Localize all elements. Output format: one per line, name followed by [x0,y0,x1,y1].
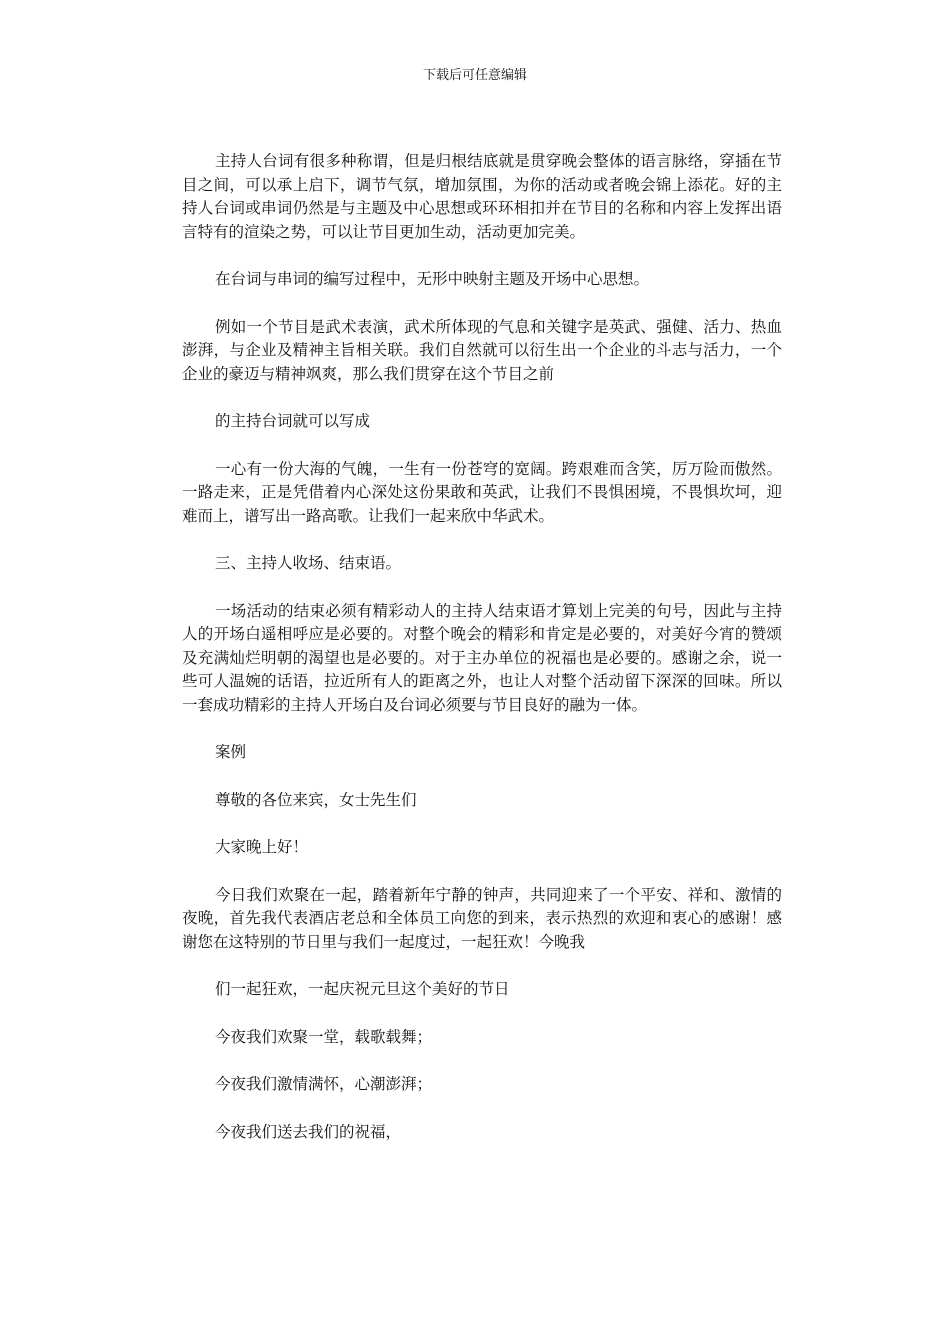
section-heading-closing: 三、主持人收场、结束语。 [215,554,402,572]
paragraph-case-label: 案例 [215,743,247,761]
paragraph-good-evening: 大家晚上好！ [215,838,309,856]
paragraph-welcome: 今日我们欢聚在一起，踏着新年宁静的钟声，共同迎来了一个平安、祥和、激情的夜晚，首先我代表酒店老总和全体员工向您的到来，表示热烈的欢迎和衷心的感谢！感谢您在这特别的节日里与我们一起度过，一起狂欢！今晚我 [182,885,782,951]
paragraph-writing-process: 在台词与串词的编写过程中，无形中映射主题及开场中心思想。 [215,270,650,288]
paragraph-closing-remarks: 一场活动的结束必须有精彩动人的主持人结束语才算划上完美的句号，因此与主持人的开场白遥相呼应是必要的。对整个晚会的精彩和肯定是必要的，对美好今宵的赞颂及充满灿烂明朝的渴望也是必要的。对于主办单位的祝福也是必要的。感谢之余，说一些可人温婉的话语，拉近所有人的距离之外，也让人对整个活动留下深深的回味。所以一套成功精彩的主持人开场白及台词必须要与节目良好的融为一体。 [182,601,782,714]
paragraph-tonight-3: 今夜我们送去我们的祝福， [215,1122,402,1141]
page-header: 下载后可任意编辑 [422,68,527,83]
paragraph-tonight-2: 今夜我们激情满怀，心潮澎湃； [215,1075,433,1093]
paragraph-greeting: 尊敬的各位来宾，女士先生们 [215,790,417,809]
paragraph-tonight-1: 今夜我们欢聚一堂，载歌载舞； [215,1027,433,1046]
paragraph-sample-lines: 一心有一份大海的气魄，一生有一份苍穹的宽阔。跨艰难而含笑，厉万险而傲然。一路走来，正是凭借着内心深处这份果敢和英武，让我们不畏惧困境，不畏惧坎坷，迎难而上，谱写出一路高歌。让我们一起来欣中华武术。 [182,459,782,525]
paragraph-intro: 主持人台词有很多种称谓，但是归根结底就是贯穿晚会整体的语言脉络，穿插在节目之间，可以承上启下，调节气氛，增加氛围，为你的活动或者晚会锦上添花。好的主持人台词或串词仍然是与主题及中心思想或环环相扣并在节目的名称和内容上发挥出语言特有的渲染之势，可以让节目更加生动，活动更加完美。 [182,152,782,241]
paragraph-continuation: 的主持台词就可以写成 [215,412,371,430]
paragraph-celebrate: 们一起狂欢，一起庆祝元旦这个美好的节日 [215,980,510,998]
document-body [182,150,782,1168]
paragraph-martial-arts-example: 例如一个节目是武术表演，武术所体现的气息和关键字是英武、强健、活力、热血澎湃，与企业及精神主旨相关联。我们自然就可以衍生出一个企业的斗志与活力，一个企业的豪迈与精神飒爽，那么我们贯穿在这个节目之前 [182,317,782,383]
